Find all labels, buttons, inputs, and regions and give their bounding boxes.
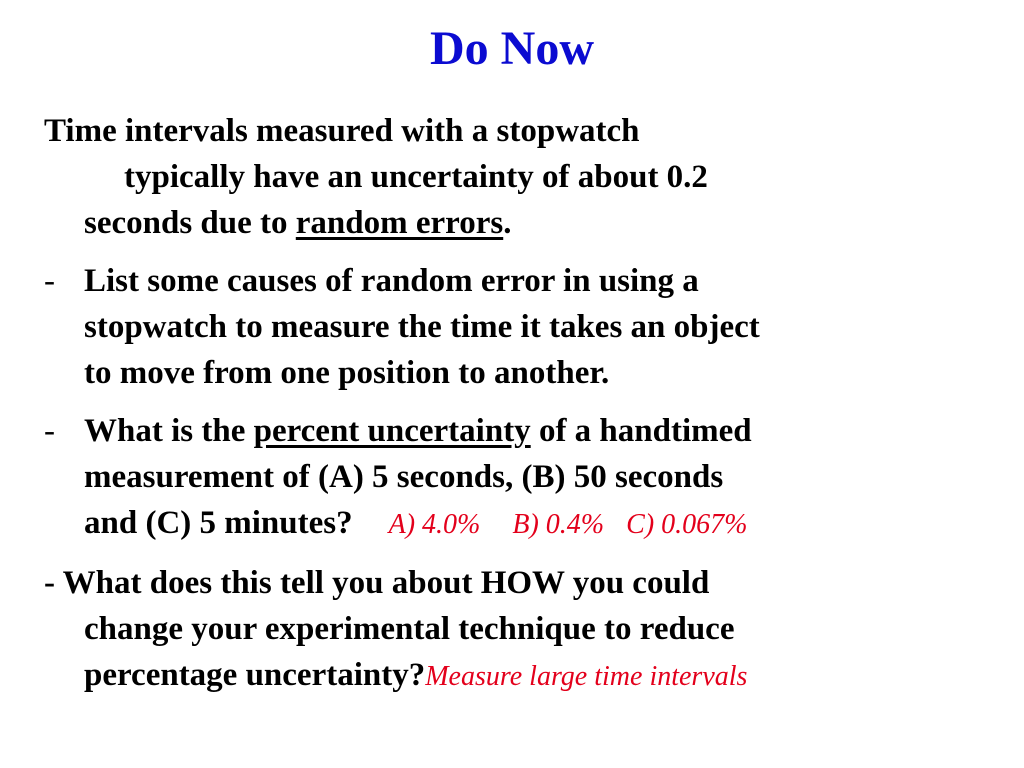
answer-b: B) 0.4% (512, 509, 605, 540)
bullet-technique-line-3: percentage uncertainty?Measure large time intervals (84, 657, 748, 693)
bullet-technique (44, 560, 984, 700)
bullet-percent (44, 408, 984, 548)
bullet-percent-line-3: and (C) 5 minutes? A) 4.0% B) 0.4% C) 0.067% (84, 505, 748, 541)
bullet-marker: - (44, 413, 55, 449)
answer-c: C) 0.067% (626, 509, 748, 540)
intro-line-1: Time intervals measured with a stopwatch (44, 113, 640, 149)
bullet-percent-line-1: What is the percent uncertainty of a handtimed (84, 413, 752, 449)
answer-technique: Measure large time intervals (425, 661, 748, 692)
bullet-causes-line-2: stopwatch to measure the time it takes an object (84, 309, 760, 345)
percent-uncertainty-term: percent uncertainty (253, 413, 531, 449)
bullet-causes-line-1: List some causes of random error in using a (84, 263, 699, 299)
bullet-percent-line-2: measurement of (A) 5 seconds, (B) 50 seconds (84, 459, 724, 495)
bullet-causes-line-3: to move from one position to another. (84, 355, 610, 391)
slide-body (44, 108, 984, 712)
bullet-technique-line-2: change your experimental technique to reduce (84, 611, 735, 647)
bullet-marker: - (44, 565, 63, 601)
intro-line-2: typically have an uncertainty of about 0.2 (124, 159, 708, 195)
bullet-technique-line-1: - What does this tell you about HOW you could (44, 565, 710, 601)
bullet-causes (44, 258, 984, 396)
intro-line-3: seconds due to random errors. (84, 205, 512, 241)
bullet-marker: - (44, 263, 55, 299)
intro-paragraph (44, 108, 984, 246)
random-errors-term: random errors (295, 205, 504, 241)
slide-title: Do Now (430, 22, 594, 75)
answer-a: A) 4.0% (388, 509, 481, 540)
